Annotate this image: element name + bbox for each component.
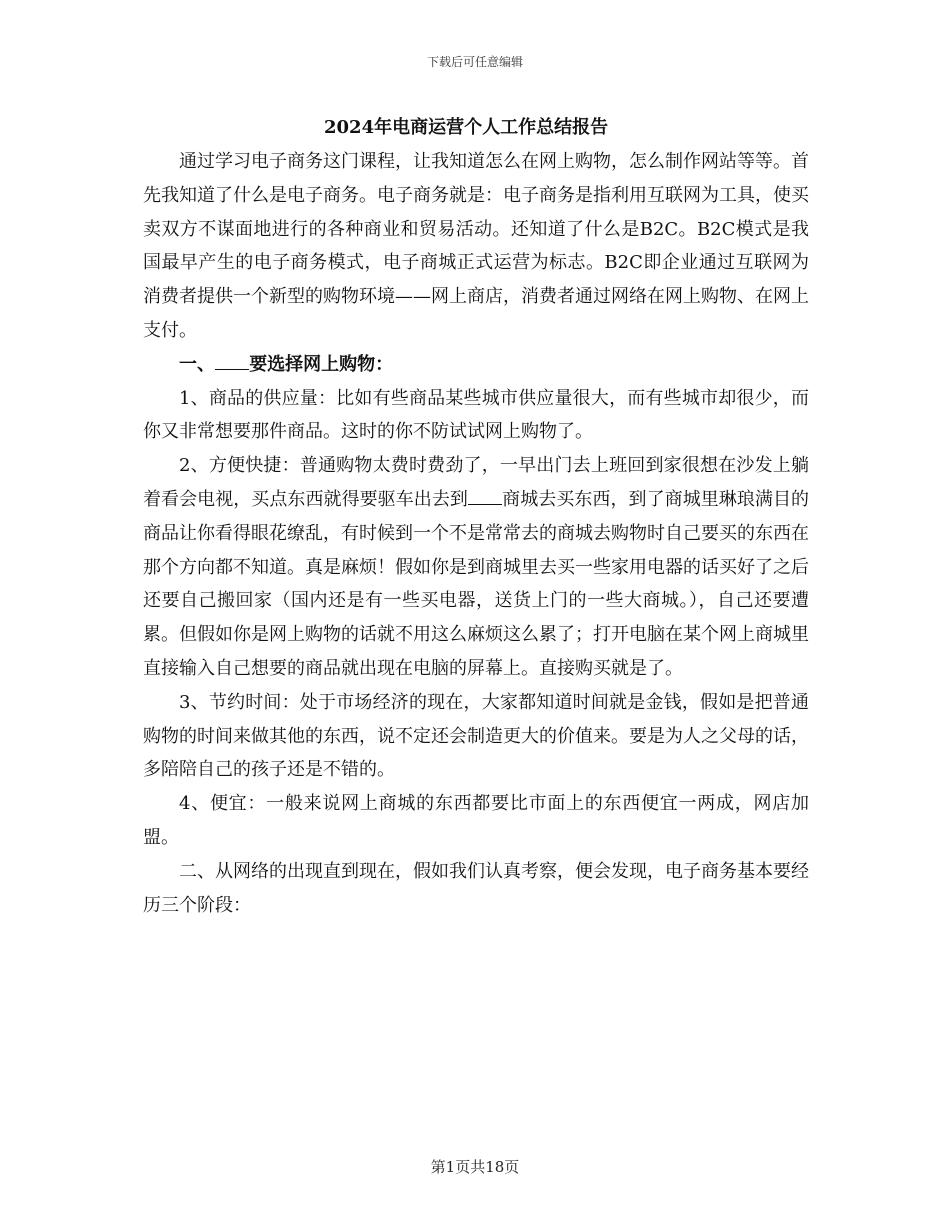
paragraph-convenience	[143, 449, 809, 686]
paragraph-convenience-part2: 商城去买东西，到了商城里琳琅满目的商品让你看得眼花缭乱，有时候到一个不是常常去的商城去购物时自己要买的东西在那个方向都不知道。真是麻烦！假如你是到商城里去买一些家用电器的话买好了之后还要自己搬回家（国内还是有一些买电器，送货上门的一些大商城。），自己还要遭累。但假如你是网上购物的话就不用这么麻烦这么累了；打开电脑在某个网上商城里直接输入自己想要的商品就出现在电脑的屏幕上。直接购买就是了。	[143, 488, 810, 679]
document-title: 2024年电商运营个人工作总结报告	[324, 117, 609, 138]
page-footer: 第1页共18页	[430, 1158, 520, 1176]
paragraph-convenience-part1: 2、方便快捷：普通购物太费时费劲了，一早出门去上班回到家很想在沙发上躺着看会电视，买点东西就得要驱车出去到	[143, 455, 809, 510]
section-heading-1-text: 要选择网上购物：	[249, 353, 394, 375]
intro-paragraph: 通过学习电子商务这门课程，让我知道怎么在网上购物，怎么制作网站等等。首先我知道了什么是电子商务。电子商务就是：电子商务是指利用互联网为工具，使买卖双方不谋面地进行的各种商业和贸易活动。还知道了什么是B2C。B2C模式是我国最早产生的电子商务模式，电子商城正式运营为标志。B2C即企业通过互联网为消费者提供一个新型的购物环境——网上商店，消费者通过网络在网上购物、在网上支付。	[143, 151, 809, 341]
section-heading-1	[143, 348, 809, 382]
paragraph-supply: 1、商品的供应量：比如有些商品某些城市供应量很大，而有些城市却很少，而你又非常想要那件商品。这时的你不防试试网上购物了。	[143, 387, 809, 443]
fill-blank	[468, 486, 502, 505]
document-body	[143, 113, 809, 922]
paragraph-cheap: 4、便宜：一般来说网上商城的东西都要比市面上的东西便宜一两成，网店加盟。	[143, 793, 809, 848]
section-heading-1-prefix: 一、	[179, 353, 215, 375]
section-heading-2: 二、从网络的出现直到现在，假如我们认真考察，便会发现，电子商务基本要经历三个阶段：	[143, 860, 809, 916]
page-header: 下载后可任意编辑	[426, 55, 523, 69]
fill-blank	[215, 351, 249, 370]
paragraph-save-time: 3、节约时间：处于市场经济的现在，大家都知道时间就是金钱，假如是把普通购物的时间来做其他的东西，说不定还会制造更大的价值来。要是为人之父母的话，多陪陪自己的孩子还是不错的。	[143, 691, 809, 781]
